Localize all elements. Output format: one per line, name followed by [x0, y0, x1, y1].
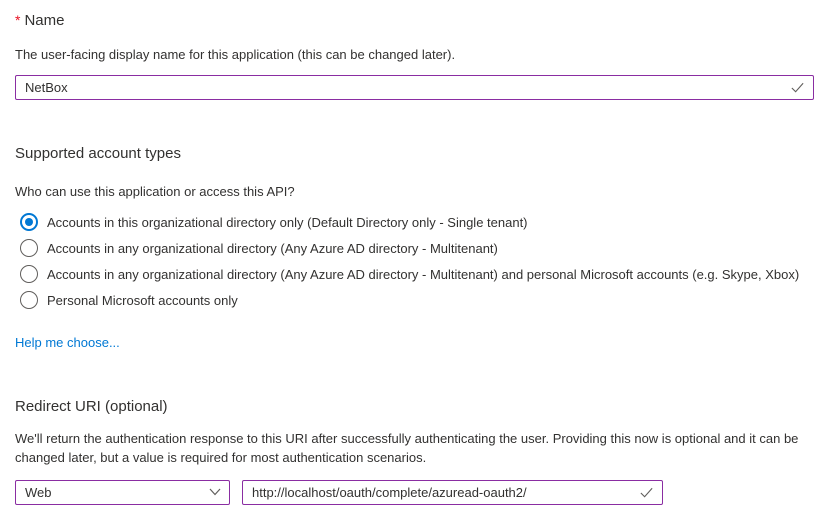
radio-personal-only[interactable]: [15, 287, 814, 313]
name-description: The user-facing display name for this application (this can be changed later).: [15, 47, 456, 62]
account-types-radio-group: [15, 209, 814, 313]
radio-multitenant[interactable]: [15, 235, 814, 261]
platform-select-value: Web: [25, 485, 52, 500]
name-title-text: Name: [24, 12, 65, 29]
account-types-question: Who can use this application or access this API?: [15, 184, 295, 199]
radio-unselected-icon: [20, 291, 38, 309]
name-input-wrap: [15, 75, 814, 100]
radio-label: Accounts in any organizational directory (Any Azure AD directory - Multitenant): [47, 240, 498, 256]
redirect-uri-description: We'll return the authentication response to this URI after successfully authenticating the user. Providing this now is optional and it can be changed later, but a value is required for most authentication scenarios.: [15, 431, 799, 465]
redirect-uri-controls: [15, 480, 814, 505]
radio-unselected-icon: [20, 239, 38, 257]
radio-label: Personal Microsoft accounts only: [47, 292, 238, 308]
radio-label: Accounts in this organizational directory only (Default Directory only - Single tenant): [47, 214, 528, 230]
redirect-uri-title: Redirect URI (optional): [15, 398, 168, 415]
help-me-choose-link[interactable]: Help me choose...: [15, 335, 120, 350]
account-types-title: Supported account types: [15, 145, 181, 162]
redirect-uri-input[interactable]: [242, 480, 663, 505]
required-asterisk: *: [15, 12, 21, 28]
radio-single-tenant[interactable]: [15, 209, 814, 235]
radio-label: Accounts in any organizational directory (Any Azure AD directory - Multitenant) and personal Microsoft accounts (e.g. Skype, Xbox): [47, 266, 800, 282]
radio-multitenant-personal[interactable]: [15, 261, 814, 287]
redirect-uri-input-wrap: [242, 480, 663, 505]
radio-unselected-icon: [20, 265, 38, 283]
name-input[interactable]: [15, 75, 814, 100]
radio-selected-icon: [20, 213, 38, 231]
platform-select[interactable]: [15, 480, 230, 505]
name-section-title: [15, 10, 814, 31]
platform-select-wrap: [15, 480, 230, 505]
